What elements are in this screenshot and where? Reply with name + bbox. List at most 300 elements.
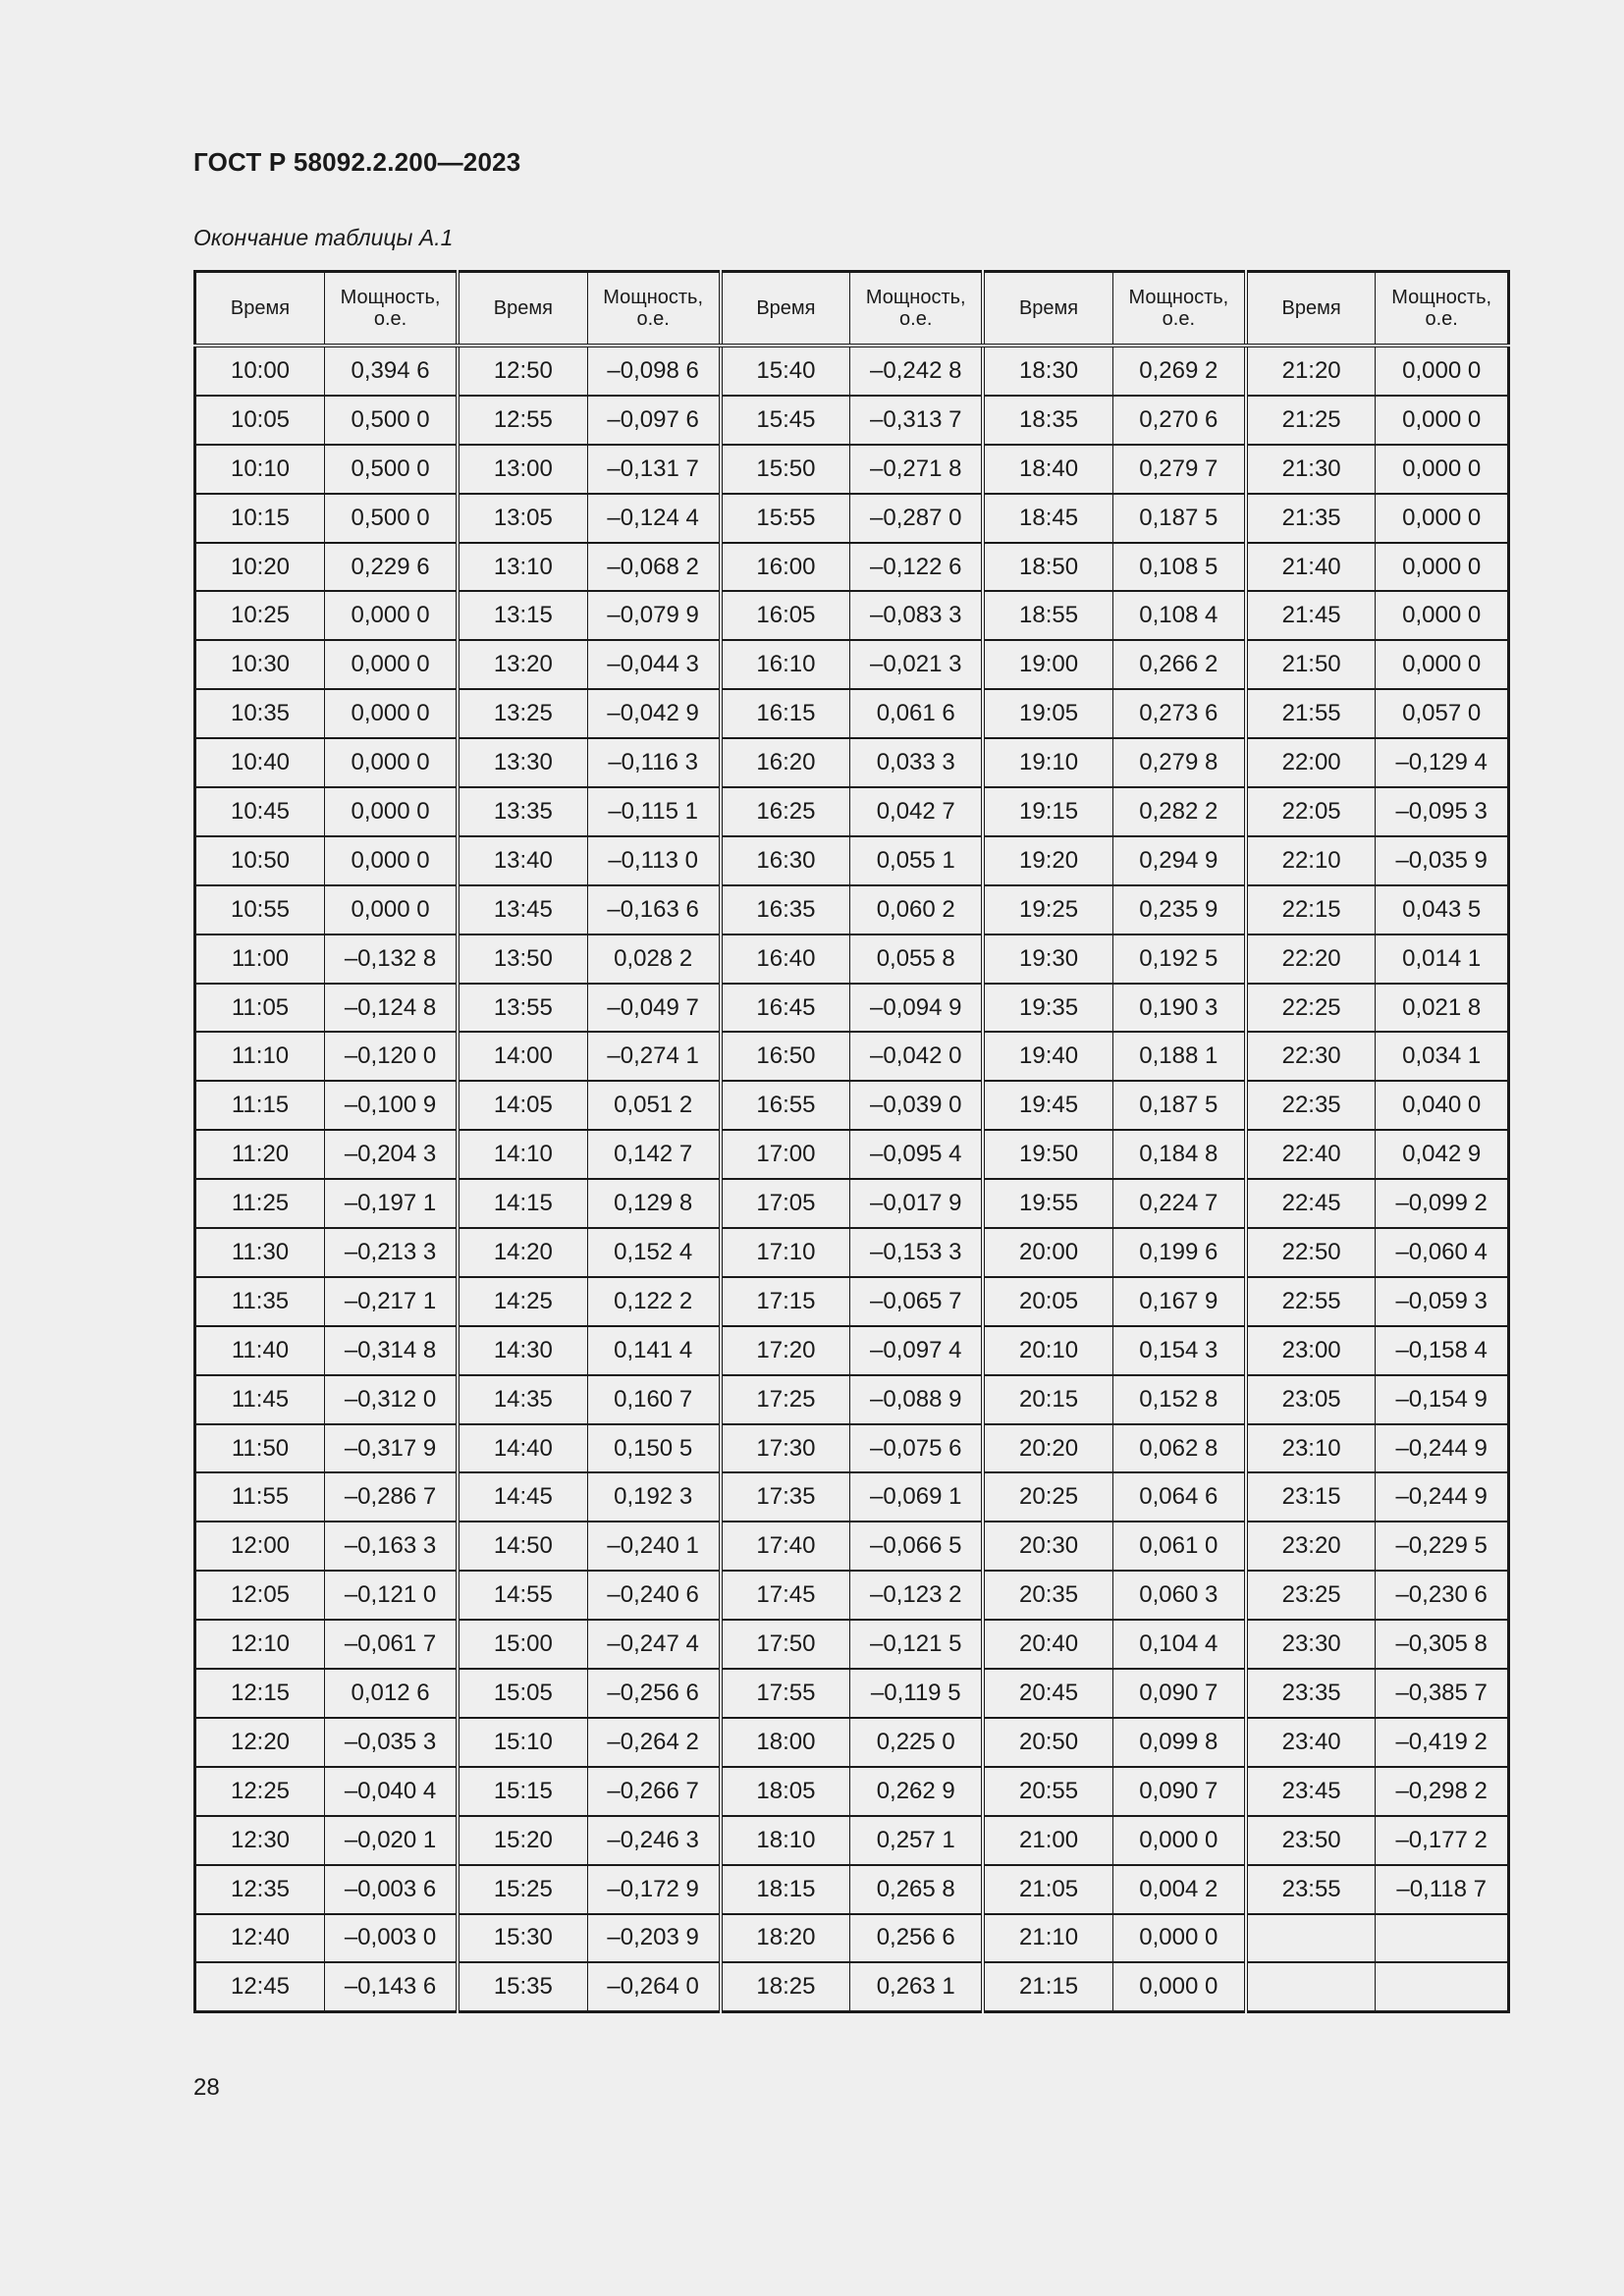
power-cell: –0,119 5 xyxy=(850,1669,984,1718)
power-cell: –0,113 0 xyxy=(587,836,721,885)
time-cell: 17:10 xyxy=(721,1228,850,1277)
time-cell: 23:15 xyxy=(1246,1472,1376,1522)
time-cell: 11:35 xyxy=(195,1277,325,1326)
time-cell: 18:50 xyxy=(983,543,1112,592)
table-row xyxy=(195,1669,1509,1718)
table-row xyxy=(195,1571,1509,1620)
time-cell: 12:05 xyxy=(195,1571,325,1620)
power-cell: 0,190 3 xyxy=(1112,984,1246,1033)
time-cell: 10:15 xyxy=(195,494,325,543)
power-cell: –0,003 6 xyxy=(325,1865,459,1914)
power-cell: 0,500 0 xyxy=(325,494,459,543)
power-cell: 0,000 0 xyxy=(1376,494,1509,543)
time-cell: 21:40 xyxy=(1246,543,1376,592)
power-cell: –0,313 7 xyxy=(850,396,984,445)
time-cell: 12:20 xyxy=(195,1718,325,1767)
table-row xyxy=(195,1130,1509,1179)
power-cell: –0,115 1 xyxy=(587,787,721,836)
power-cell: –0,065 7 xyxy=(850,1277,984,1326)
power-cell: –0,163 3 xyxy=(325,1522,459,1571)
time-cell: 18:10 xyxy=(721,1816,850,1865)
power-cell: 0,160 7 xyxy=(587,1375,721,1424)
table-row xyxy=(195,885,1509,934)
time-cell: 12:30 xyxy=(195,1816,325,1865)
power-cell: 0,142 7 xyxy=(587,1130,721,1179)
power-cell: –0,244 9 xyxy=(1376,1472,1509,1522)
time-cell: 22:05 xyxy=(1246,787,1376,836)
power-cell: 0,000 0 xyxy=(1376,396,1509,445)
time-cell: 12:45 xyxy=(195,1962,325,2011)
power-cell: –0,069 1 xyxy=(850,1472,984,1522)
table-row xyxy=(195,640,1509,689)
power-cell: 0,187 5 xyxy=(1112,1081,1246,1130)
time-cell: 13:15 xyxy=(458,591,587,640)
power-cell: –0,035 3 xyxy=(325,1718,459,1767)
power-cell: 0,154 3 xyxy=(1112,1326,1246,1375)
power-cell: 0,061 6 xyxy=(850,689,984,738)
time-cell: 17:00 xyxy=(721,1130,850,1179)
power-cell: 0,184 8 xyxy=(1112,1130,1246,1179)
table-body xyxy=(195,346,1509,2012)
time-cell: 11:45 xyxy=(195,1375,325,1424)
power-cell: –0,154 9 xyxy=(1376,1375,1509,1424)
power-cell xyxy=(1376,1914,1509,1963)
power-cell: –0,021 3 xyxy=(850,640,984,689)
power-cell: –0,097 6 xyxy=(587,396,721,445)
time-cell: 19:25 xyxy=(983,885,1112,934)
power-cell: 0,225 0 xyxy=(850,1718,984,1767)
time-cell: 18:35 xyxy=(983,396,1112,445)
table-row xyxy=(195,934,1509,984)
time-cell: 16:05 xyxy=(721,591,850,640)
power-cell: 0,043 5 xyxy=(1376,885,1509,934)
power-cell: –0,298 2 xyxy=(1376,1767,1509,1816)
time-cell: 19:50 xyxy=(983,1130,1112,1179)
power-cell: 0,152 4 xyxy=(587,1228,721,1277)
time-cell: 12:55 xyxy=(458,396,587,445)
power-cell: 0,060 3 xyxy=(1112,1571,1246,1620)
power-cell: 0,042 9 xyxy=(1376,1130,1509,1179)
power-cell: –0,230 6 xyxy=(1376,1571,1509,1620)
time-cell: 22:15 xyxy=(1246,885,1376,934)
power-cell: 0,108 4 xyxy=(1112,591,1246,640)
power-cell: 0,279 8 xyxy=(1112,738,1246,787)
power-cell: 0,090 7 xyxy=(1112,1767,1246,1816)
power-cell: –0,158 4 xyxy=(1376,1326,1509,1375)
power-cell: –0,163 6 xyxy=(587,885,721,934)
power-cell: 0,000 0 xyxy=(1376,543,1509,592)
power-cell: 0,167 9 xyxy=(1112,1277,1246,1326)
power-cell: 0,229 6 xyxy=(325,543,459,592)
time-cell: 10:50 xyxy=(195,836,325,885)
time-cell: 14:20 xyxy=(458,1228,587,1277)
power-cell: 0,279 7 xyxy=(1112,445,1246,494)
power-cell: 0,256 6 xyxy=(850,1914,984,1963)
time-cell: 11:50 xyxy=(195,1424,325,1473)
power-cell: 0,000 0 xyxy=(325,591,459,640)
time-cell: 10:45 xyxy=(195,787,325,836)
header-power: Мощность, о.е. xyxy=(850,272,984,347)
time-cell: 13:45 xyxy=(458,885,587,934)
power-cell: 0,294 9 xyxy=(1112,836,1246,885)
power-cell: –0,116 3 xyxy=(587,738,721,787)
time-cell: 17:50 xyxy=(721,1620,850,1669)
power-cell: 0,000 0 xyxy=(1376,346,1509,396)
power-cell: 0,000 0 xyxy=(1112,1914,1246,1963)
time-cell: 13:35 xyxy=(458,787,587,836)
time-cell: 20:40 xyxy=(983,1620,1112,1669)
power-cell: –0,314 8 xyxy=(325,1326,459,1375)
power-cell: 0,051 2 xyxy=(587,1081,721,1130)
power-cell: –0,083 3 xyxy=(850,591,984,640)
time-cell: 22:00 xyxy=(1246,738,1376,787)
table-row xyxy=(195,1718,1509,1767)
table-row xyxy=(195,1522,1509,1571)
power-cell: 0,266 2 xyxy=(1112,640,1246,689)
power-cell: 0,021 8 xyxy=(1376,984,1509,1033)
time-cell: 14:40 xyxy=(458,1424,587,1473)
table-row xyxy=(195,1081,1509,1130)
time-cell: 21:15 xyxy=(983,1962,1112,2011)
time-cell: 16:30 xyxy=(721,836,850,885)
power-cell: –0,124 4 xyxy=(587,494,721,543)
time-cell: 15:30 xyxy=(458,1914,587,1963)
time-cell: 19:40 xyxy=(983,1032,1112,1081)
time-cell: 20:25 xyxy=(983,1472,1112,1522)
time-cell: 12:15 xyxy=(195,1669,325,1718)
time-cell: 15:00 xyxy=(458,1620,587,1669)
time-cell: 12:10 xyxy=(195,1620,325,1669)
time-cell: 21:00 xyxy=(983,1816,1112,1865)
time-cell: 14:30 xyxy=(458,1326,587,1375)
table-row xyxy=(195,984,1509,1033)
table-row xyxy=(195,738,1509,787)
power-cell: –0,204 3 xyxy=(325,1130,459,1179)
power-cell: 0,028 2 xyxy=(587,934,721,984)
power-cell: 0,150 5 xyxy=(587,1424,721,1473)
power-cell: –0,256 6 xyxy=(587,1669,721,1718)
power-cell: –0,042 9 xyxy=(587,689,721,738)
time-cell: 13:30 xyxy=(458,738,587,787)
time-cell: 18:55 xyxy=(983,591,1112,640)
time-cell: 13:00 xyxy=(458,445,587,494)
power-cell: 0,055 1 xyxy=(850,836,984,885)
time-cell: 16:35 xyxy=(721,885,850,934)
power-table xyxy=(193,270,1510,2013)
power-cell: 0,122 2 xyxy=(587,1277,721,1326)
power-cell: –0,240 6 xyxy=(587,1571,721,1620)
power-cell: 0,263 1 xyxy=(850,1962,984,2011)
time-cell: 18:20 xyxy=(721,1914,850,1963)
time-cell: 15:10 xyxy=(458,1718,587,1767)
table-row xyxy=(195,1472,1509,1522)
time-cell: 22:30 xyxy=(1246,1032,1376,1081)
power-cell: –0,039 0 xyxy=(850,1081,984,1130)
time-cell: 12:25 xyxy=(195,1767,325,1816)
time-cell: 15:15 xyxy=(458,1767,587,1816)
power-cell: 0,188 1 xyxy=(1112,1032,1246,1081)
power-cell: –0,123 2 xyxy=(850,1571,984,1620)
time-cell: 17:15 xyxy=(721,1277,850,1326)
time-cell: 18:40 xyxy=(983,445,1112,494)
table-row xyxy=(195,787,1509,836)
power-cell: –0,385 7 xyxy=(1376,1669,1509,1718)
header-time: Время xyxy=(458,272,587,347)
time-cell: 15:20 xyxy=(458,1816,587,1865)
power-cell: –0,264 0 xyxy=(587,1962,721,2011)
power-cell: –0,131 7 xyxy=(587,445,721,494)
time-cell: 15:55 xyxy=(721,494,850,543)
power-cell: –0,217 1 xyxy=(325,1277,459,1326)
time-cell: 14:35 xyxy=(458,1375,587,1424)
power-cell: –0,088 9 xyxy=(850,1375,984,1424)
power-cell: 0,061 0 xyxy=(1112,1522,1246,1571)
power-cell: –0,172 9 xyxy=(587,1865,721,1914)
page-number: 28 xyxy=(193,2074,220,2101)
time-cell: 23:50 xyxy=(1246,1816,1376,1865)
power-cell: –0,264 2 xyxy=(587,1718,721,1767)
power-cell: –0,020 1 xyxy=(325,1816,459,1865)
time-cell: 13:05 xyxy=(458,494,587,543)
time-cell: 20:20 xyxy=(983,1424,1112,1473)
time-cell: 19:55 xyxy=(983,1179,1112,1228)
time-cell: 14:55 xyxy=(458,1571,587,1620)
time-cell: 19:15 xyxy=(983,787,1112,836)
time-cell: 19:10 xyxy=(983,738,1112,787)
time-cell: 14:05 xyxy=(458,1081,587,1130)
table-row xyxy=(195,396,1509,445)
time-cell: 22:10 xyxy=(1246,836,1376,885)
time-cell: 23:20 xyxy=(1246,1522,1376,1571)
power-cell: 0,034 1 xyxy=(1376,1032,1509,1081)
power-cell: –0,097 4 xyxy=(850,1326,984,1375)
time-cell: 17:40 xyxy=(721,1522,850,1571)
time-cell: 15:05 xyxy=(458,1669,587,1718)
header-time: Время xyxy=(721,272,850,347)
time-cell: 11:10 xyxy=(195,1032,325,1081)
time-cell: 22:45 xyxy=(1246,1179,1376,1228)
power-cell: 0,394 6 xyxy=(325,346,459,396)
time-cell: 15:35 xyxy=(458,1962,587,2011)
time-cell: 10:10 xyxy=(195,445,325,494)
power-cell: –0,274 1 xyxy=(587,1032,721,1081)
time-cell: 20:05 xyxy=(983,1277,1112,1326)
table-header xyxy=(195,272,1509,347)
time-cell: 23:45 xyxy=(1246,1767,1376,1816)
power-cell: –0,121 5 xyxy=(850,1620,984,1669)
time-cell: 18:25 xyxy=(721,1962,850,2011)
time-cell: 11:55 xyxy=(195,1472,325,1522)
time-cell: 15:40 xyxy=(721,346,850,396)
time-cell: 10:05 xyxy=(195,396,325,445)
power-cell: –0,244 9 xyxy=(1376,1424,1509,1473)
table-row xyxy=(195,689,1509,738)
time-cell xyxy=(1246,1914,1376,1963)
table-caption: Окончание таблицы А.1 xyxy=(193,225,454,250)
power-cell: –0,017 9 xyxy=(850,1179,984,1228)
table-row xyxy=(195,346,1509,396)
table-row xyxy=(195,1375,1509,1424)
power-cell: 0,187 5 xyxy=(1112,494,1246,543)
power-cell: 0,060 2 xyxy=(850,885,984,934)
power-cell: –0,098 6 xyxy=(587,346,721,396)
time-cell: 11:40 xyxy=(195,1326,325,1375)
power-cell: –0,124 8 xyxy=(325,984,459,1033)
time-cell: 21:05 xyxy=(983,1865,1112,1914)
header-time: Время xyxy=(195,272,325,347)
power-cell: –0,042 0 xyxy=(850,1032,984,1081)
time-cell: 18:30 xyxy=(983,346,1112,396)
power-cell: 0,055 8 xyxy=(850,934,984,984)
time-cell: 11:30 xyxy=(195,1228,325,1277)
time-cell: 21:50 xyxy=(1246,640,1376,689)
time-cell: 10:40 xyxy=(195,738,325,787)
time-cell: 22:40 xyxy=(1246,1130,1376,1179)
time-cell: 19:20 xyxy=(983,836,1112,885)
power-cell: 0,257 1 xyxy=(850,1816,984,1865)
time-cell: 19:35 xyxy=(983,984,1112,1033)
time-cell: 13:40 xyxy=(458,836,587,885)
power-cell: –0,213 3 xyxy=(325,1228,459,1277)
power-cell: 0,129 8 xyxy=(587,1179,721,1228)
time-cell: 15:25 xyxy=(458,1865,587,1914)
power-cell: 0,000 0 xyxy=(325,738,459,787)
power-cell: 0,500 0 xyxy=(325,445,459,494)
power-cell: 0,141 4 xyxy=(587,1326,721,1375)
table-row xyxy=(195,543,1509,592)
power-cell: 0,235 9 xyxy=(1112,885,1246,934)
table-row xyxy=(195,836,1509,885)
power-cell: 0,224 7 xyxy=(1112,1179,1246,1228)
time-cell: 20:50 xyxy=(983,1718,1112,1767)
time-cell: 15:45 xyxy=(721,396,850,445)
power-cell: 0,282 2 xyxy=(1112,787,1246,836)
time-cell: 11:05 xyxy=(195,984,325,1033)
time-cell: 20:00 xyxy=(983,1228,1112,1277)
time-cell: 16:15 xyxy=(721,689,850,738)
time-cell: 11:15 xyxy=(195,1081,325,1130)
time-cell: 16:50 xyxy=(721,1032,850,1081)
time-cell xyxy=(1246,1962,1376,2011)
time-cell: 17:55 xyxy=(721,1669,850,1718)
power-cell: –0,287 0 xyxy=(850,494,984,543)
table-row xyxy=(195,445,1509,494)
table-row xyxy=(195,1816,1509,1865)
table-row xyxy=(195,494,1509,543)
time-cell: 23:05 xyxy=(1246,1375,1376,1424)
power-cell: 0,000 0 xyxy=(325,836,459,885)
power-cell: –0,305 8 xyxy=(1376,1620,1509,1669)
power-cell: 0,104 4 xyxy=(1112,1620,1246,1669)
time-cell: 21:35 xyxy=(1246,494,1376,543)
time-cell: 14:10 xyxy=(458,1130,587,1179)
time-cell: 17:25 xyxy=(721,1375,850,1424)
power-cell: –0,094 9 xyxy=(850,984,984,1033)
time-cell: 16:25 xyxy=(721,787,850,836)
table-row xyxy=(195,1179,1509,1228)
power-cell: 0,012 6 xyxy=(325,1669,459,1718)
time-cell: 18:00 xyxy=(721,1718,850,1767)
table-row xyxy=(195,1032,1509,1081)
power-cell: –0,100 9 xyxy=(325,1081,459,1130)
power-cell: –0,095 4 xyxy=(850,1130,984,1179)
time-cell: 13:55 xyxy=(458,984,587,1033)
time-cell: 23:00 xyxy=(1246,1326,1376,1375)
power-cell: 0,014 1 xyxy=(1376,934,1509,984)
time-cell: 12:50 xyxy=(458,346,587,396)
power-cell: –0,286 7 xyxy=(325,1472,459,1522)
table-row xyxy=(195,1326,1509,1375)
time-cell: 10:00 xyxy=(195,346,325,396)
time-cell: 14:45 xyxy=(458,1472,587,1522)
power-cell xyxy=(1376,1962,1509,2011)
power-cell: –0,266 7 xyxy=(587,1767,721,1816)
header-power: Мощность, о.е. xyxy=(1112,272,1246,347)
power-cell: –0,317 9 xyxy=(325,1424,459,1473)
power-cell: –0,035 9 xyxy=(1376,836,1509,885)
power-cell: –0,044 3 xyxy=(587,640,721,689)
time-cell: 12:00 xyxy=(195,1522,325,1571)
power-cell: –0,153 3 xyxy=(850,1228,984,1277)
time-cell: 20:15 xyxy=(983,1375,1112,1424)
power-cell: 0,004 2 xyxy=(1112,1865,1246,1914)
power-cell: 0,000 0 xyxy=(325,640,459,689)
header-power: Мощность, о.е. xyxy=(325,272,459,347)
time-cell: 21:45 xyxy=(1246,591,1376,640)
time-cell: 18:05 xyxy=(721,1767,850,1816)
time-cell: 19:30 xyxy=(983,934,1112,984)
header-row xyxy=(195,272,1509,347)
power-cell: 0,057 0 xyxy=(1376,689,1509,738)
time-cell: 14:25 xyxy=(458,1277,587,1326)
power-cell: –0,068 2 xyxy=(587,543,721,592)
time-cell: 12:35 xyxy=(195,1865,325,1914)
time-cell: 15:50 xyxy=(721,445,850,494)
time-cell: 10:20 xyxy=(195,543,325,592)
power-cell: 0,269 2 xyxy=(1112,346,1246,396)
time-cell: 17:30 xyxy=(721,1424,850,1473)
power-cell: 0,064 6 xyxy=(1112,1472,1246,1522)
time-cell: 20:35 xyxy=(983,1571,1112,1620)
power-cell: 0,033 3 xyxy=(850,738,984,787)
power-cell: –0,246 3 xyxy=(587,1816,721,1865)
time-cell: 19:00 xyxy=(983,640,1112,689)
time-cell: 16:45 xyxy=(721,984,850,1033)
power-cell: 0,270 6 xyxy=(1112,396,1246,445)
time-cell: 21:30 xyxy=(1246,445,1376,494)
time-cell: 16:10 xyxy=(721,640,850,689)
time-cell: 14:00 xyxy=(458,1032,587,1081)
time-cell: 10:35 xyxy=(195,689,325,738)
time-cell: 11:20 xyxy=(195,1130,325,1179)
power-cell: –0,118 7 xyxy=(1376,1865,1509,1914)
power-cell: –0,132 8 xyxy=(325,934,459,984)
time-cell: 17:45 xyxy=(721,1571,850,1620)
time-cell: 23:40 xyxy=(1246,1718,1376,1767)
power-cell: 0,042 7 xyxy=(850,787,984,836)
time-cell: 20:55 xyxy=(983,1767,1112,1816)
power-cell: –0,120 0 xyxy=(325,1032,459,1081)
power-cell: –0,099 2 xyxy=(1376,1179,1509,1228)
time-cell: 22:35 xyxy=(1246,1081,1376,1130)
power-cell: 0,000 0 xyxy=(1112,1816,1246,1865)
power-cell: –0,095 3 xyxy=(1376,787,1509,836)
table-row xyxy=(195,1962,1509,2011)
time-cell: 10:30 xyxy=(195,640,325,689)
power-cell: 0,000 0 xyxy=(325,885,459,934)
power-cell: –0,060 4 xyxy=(1376,1228,1509,1277)
time-cell: 10:25 xyxy=(195,591,325,640)
